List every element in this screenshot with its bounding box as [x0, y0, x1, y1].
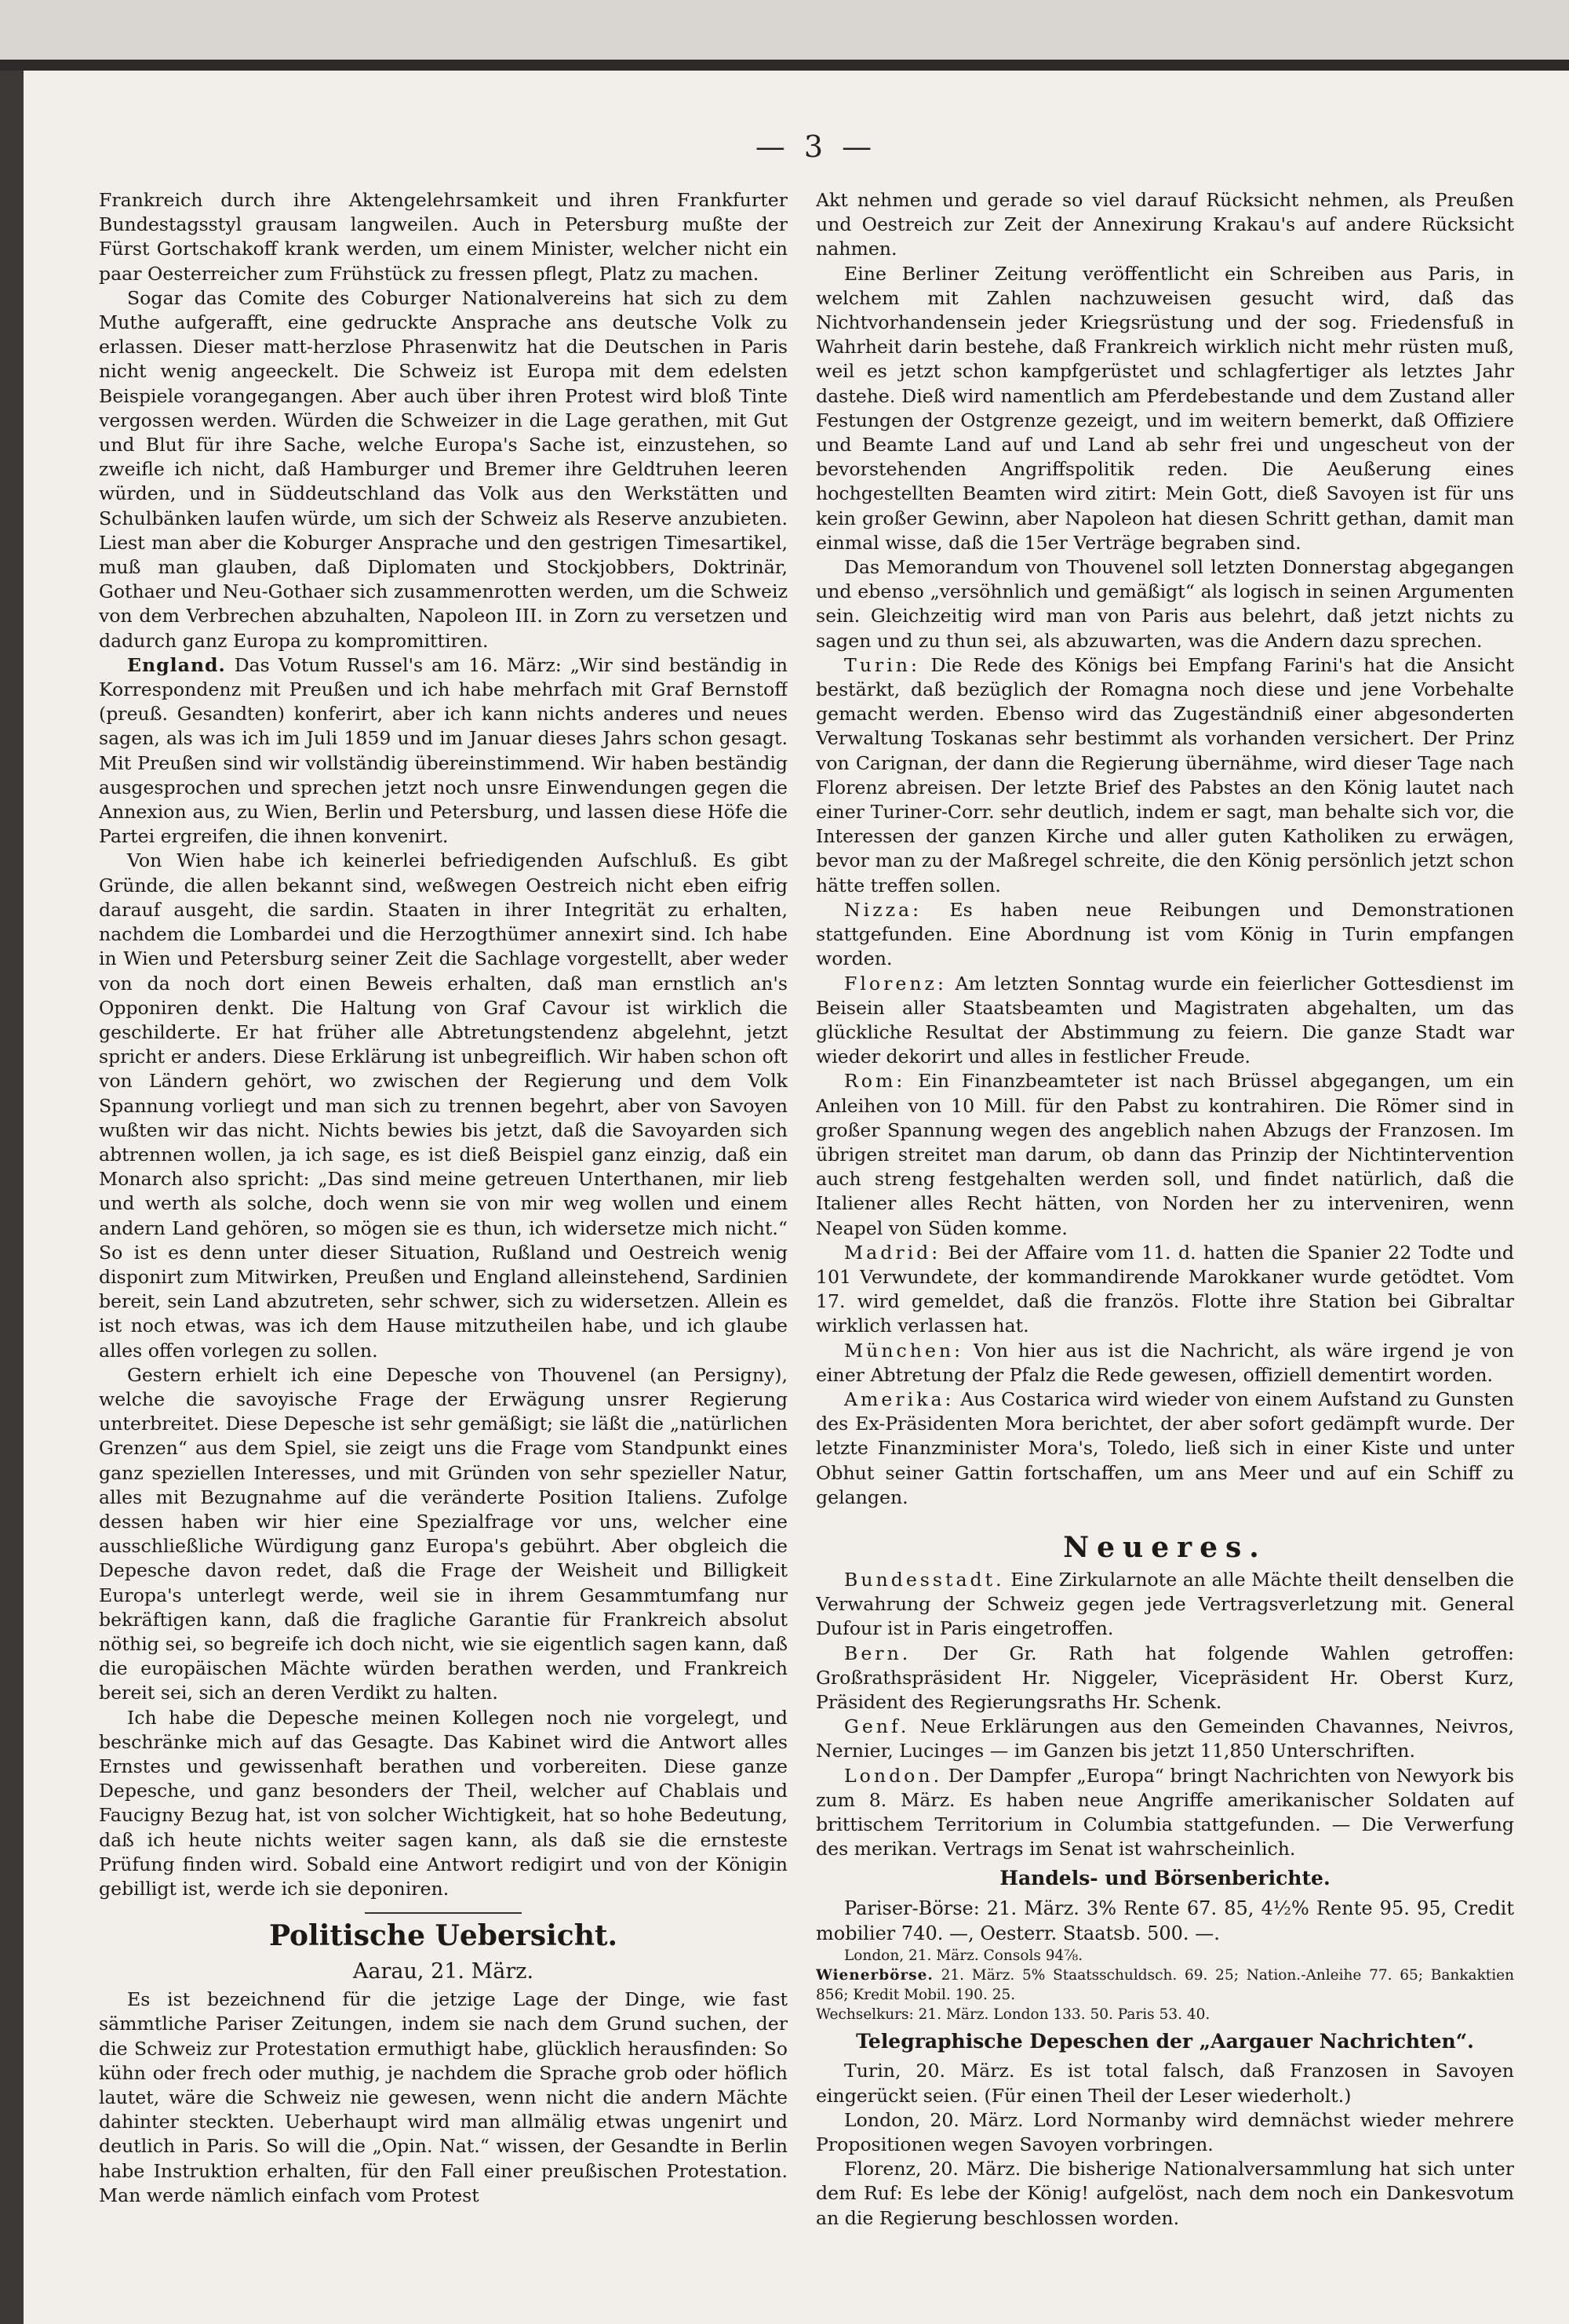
section-lead: England. [127, 653, 226, 676]
news-item-london [816, 1764, 1514, 1862]
paragraph-text: 21. März. 5% Staatsschuldsch. 69. 25; Nation.-Anleihe 77. 65; Bankaktien 856; Kredit Mobil. 190. 25. [816, 1967, 1514, 2004]
scan-top-bar [0, 60, 1569, 71]
place-lead: Nizza: [844, 898, 923, 921]
telegram-turin: Turin, 20. März. Es ist total falsch, daß Franzosen in Savoyen eingerückt seien. (Für einen Theil der Leser wiederholt.) [816, 2060, 1514, 2107]
article-paragraph: Es ist bezeichnend für die jetzige Lage der Dinge, wie fast sämmtliche Pariser Zeitungen, indem sie nach dem Grund suchen, der die Schweiz zur Protestation ermuthigt habe, glücklich herausfinden: So kühn oder frech oder muthig, je nachdem die Sprache grob oder höflich lautet, wäre die Schweiz nie gewesen, wenn nicht die andern Mächte dahinter steckten. Ueberhaupt wird man allmälig etwas ungenirt und deutlich in Paris. So will die „Opin. Nat.“ wissen, der Gesandte in Berlin habe Instruktion erhalten, für den Fall einer preußischen Protestation. Man werde nämlich einfach vom Protest [99, 1988, 788, 2206]
article-paragraph: Eine Berliner Zeitung veröffentlicht ein Schreiben aus Paris, in welchem mit Zahlen nachzuweisen gesucht wird, daß das Nichtvorhandensein jeder Kriegsrüstung und der sog. Friedensfuß in Wahrheit darin bestehe, daß Frankreich wirklich nicht mehr rüsten muß, weil es jetzt schon kampfgerüstet und schlagfertiger als letztes Jahr dastehe. Dieß wird namentlich am Pferdebestande und dem Zustand aller Festungen der Ostgrenze gezeigt, und im weitern bemerkt, daß Offiziere und Beamte Land auf und Land ab sehr frei und ungescheut von der bevorstehenden Angriffspolitik reden. Die Aeußerung eines hochgestellten Beamten wird zitirt: Mein Gott, dieß Savoyen ist für uns kein großer Gewinn, aber Napoleon hat diesen Schritt gethan, damit man einmal wisse, daß die 15er Verträge begraben sind. [816, 262, 1514, 554]
news-item-nizza [816, 898, 1514, 972]
paragraph-text: Ein Finanzbeamteter ist nach Brüssel abgegangen, um ein Anleihen von 10 Mill. für den Pabst zu kontrahiren. Die Römer sind in großer Spannung wegen des angeblich nahen Abzugs der Franzosen. Im übrigen streitet man darum, ob dann das Prinzip der Nichtintervention auch streng festgehalten werden soll, und findet natürlich, daß die Italiener alles Recht hätten, von Norden her zu interveniren, wenn Neapel von Süden komme. [816, 1070, 1514, 1239]
section-title: Politische Uebersicht. [268, 1919, 618, 1953]
boerse-london: London, 21. März. Consols 94⅞. [844, 1948, 1083, 1965]
place-lead: Madrid: [844, 1241, 941, 1264]
paragraph-text: Der Gr. Rath hat folgende Wahlen getroffen: Großrathspräsident Hr. Niggeler, Vicepräsident Hr. Oberst Kurz, Präsident des Regierungsraths Hr. Schenk. [816, 1642, 1514, 1713]
paragraph-text: Neue Erklärungen aus den Gemeinden Chavannes, Neivros, Nernier, Lucinges — im Ganzen bis jetzt 11,850 Unterschriften. [816, 1715, 1514, 1762]
article-paragraph-england [99, 653, 788, 849]
news-item-florenz [816, 972, 1514, 1070]
paragraph-text: Bei der Affaire vom 11. d. hatten die Spanier 22 Todte und 101 Verwundete, der kommandirende Marokkaner wurde getödtet. Vom 17. wird gemeldet, daß die französ. Flotte ihre Station bei Gibraltar wirklich verlassen hat. [816, 1241, 1514, 1337]
article-paragraph: Akt nehmen und gerade so viel darauf Rücksicht nehmen, als Preußen und Oestreich zur Zeit der Annexirung Krakau's auf andere Rücksicht nahmen. [816, 189, 1514, 260]
page-number: — 3 — [755, 129, 877, 164]
right-column [816, 188, 1514, 2290]
paragraph-text: Es haben neue Reibungen und Demonstrationen stattgefunden. Eine Abordnung ist vom König in Turin empfangen worden. [816, 898, 1514, 970]
article-paragraph: Gestern erhielt ich eine Depesche von Thouvenel (an Persigny), welche die savoyische Frage der Erwägung unsrer Regierung unterbreitet. Diese Depesche ist sehr gemäßigt; sie läßt die „natürlichen Grenzen“ aus dem Spiel, sie zeigt uns die Frage vom Standpunkt eines ganz speziellen Interesses, und mit Gründen von sehr spezieller Natur, alles mit Bezugnahme auf die veränderte Position Italiens. Zufolge dessen haben wir hier eine Spezialfrage vor uns, welcher eine ausschließliche Würdigung ganz Europa's gebührt. Aber obgleich die Depesche davon redet, daß die Frage der Weisheit und Billigkeit Europa's unterlegt werde, weil sie in ihrem Gesammtumfang nur bekräftigen kann, daß die fragliche Garantie für Frankreich absolut nöthig sei, so begreife ich doch nicht, wie sie eigentlich sagen kann, daß die europäischen Mächte würden berathen werden, und Frankreich bereit sei, sich an deren Verdikt zu halten. [99, 1363, 788, 1704]
news-item-amerika [816, 1387, 1514, 1510]
paragraph-text: Aus Costarica wird wieder von einem Aufstand zu Gunsten des Ex-Präsidenten Mora berichtet, der aber sofort gedämpft wurde. Der letzte Finanzminister Mora's, Toledo, ließ sich in einer Kiste und unter Obhut seiner Gattin fortschaffen, um ans Meer und auf ein Schiff zu gelangen. [816, 1387, 1514, 1508]
place-lead: Turin: [844, 653, 920, 676]
news-item-bern [816, 1642, 1514, 1715]
place-lead: Genf. [844, 1715, 910, 1738]
article-paragraph: Ich habe die Depesche meinen Kollegen noch nie vorgelegt, und beschränke mich auf das Gesagte. Das Kabinet wird die Antwort alles Ernstes und gewissenhaft berathen und vorbereiten. Diese ganze Depesche, und ganz besonders der Theil, welcher auf Chablais und Faucigny Bezug hat, ist von solcher Wichtigkeit, hat so hohe Bedeutung, daß ich heute nichts weiter sagen kann, als daß sie die ernsteste Prüfung finden wird. Sobald eine Antwort redigirt und von der Königin gebilligt ist, werde ich sie deponiren. [99, 1706, 788, 1900]
boerse-paris: Pariser-Börse: 21. März. 3% Rente 67. 85, 4½% Rente 95. 95, Credit mobilier 740. —, Oesterr. Staatsb. 500. —. [816, 1897, 1514, 1945]
place-lead: Florenz: [844, 972, 947, 995]
news-item-madrid [816, 1241, 1514, 1339]
section-divider [365, 1912, 522, 1914]
place-lead: London. [844, 1764, 943, 1787]
place-lead: München: [844, 1339, 964, 1362]
boerse-wien [816, 1966, 1514, 2005]
newspaper-page [24, 71, 1569, 2324]
place-lead: Wienerbörse. [816, 1967, 934, 1984]
article-paragraph: Das Memorandum von Thouvenel soll letzten Donnerstag abgegangen und ebenso „versöhnlich und gemäßigt“ als logisch in seinen Argumenten sein. Gleichzeitig wird man von Paris aus belehrt, daß jetzt nichts zu sagen und zu thun sei, als abzuwarten, was die Andern dazu sprechen. [816, 556, 1514, 652]
dateline: Aarau, 21. März. [352, 1959, 534, 1984]
boerse-wechselkurs: Wechselkurs: 21. März. London 133. 50. Paris 53. 40. [816, 2006, 1210, 2024]
telegram-florenz: Florenz, 20. März. Die bisherige Nationalversammlung hat sich unter dem Ruf: Es lebe der König! aufgelöst, nach dem noch ein Dankesvotum an die Regierung beschlossen worden. [816, 2158, 1514, 2229]
article-paragraph: Frankreich durch ihre Aktengelehrsamkeit und ihren Frankfurter Bundestagsstyl grausam langweilen. Auch in Petersburg mußte der Fürst Gortschakoff krank werden, um einem Minister, welcher nicht ein paar Oesterreicher zum Frühstück zu fressen pflegt, Platz zu machen. [99, 189, 788, 285]
paragraph-text: Von hier aus ist die Nachricht, als wäre irgend je von einer Abtretung der Pfalz die Rede gewesen, offiziell dementirt worden. [816, 1339, 1514, 1386]
telegram-london: London, 20. März. Lord Normanby wird demnächst wieder mehrere Propositionen wegen Savoyen vorbringen. [816, 2108, 1514, 2156]
telegram-title: Telegraphische Depeschen der „Aargauer Nachrichten“. [856, 2030, 1474, 2053]
news-item-muenchen [816, 1339, 1514, 1387]
paragraph-text: Das Votum Russel's am 16. März: „Wir sind beständig in Korrespondenz mit Preußen und ich habe mehrfach mit Graf Bernstoff (preuß. Gesandten) konferirt, aber ich kann nichts anderes und neues sagen, als was ich im Juli 1859 und im Januar dieses Jahrs schon gesagt. Mit Preußen sind wir vollständig übereinstimmend. Wir haben beständig ausgesprochen und sprechen jetzt noch unsre Einwendungen gegen die Annexion aus, zu Wien, Berlin und Petersburg, und lassen diese Höfe die Partei ergreifen, die ihnen konvenirt. [99, 653, 788, 848]
paragraph-text: Die Rede des Königs bei Empfang Farini's hat die Ansicht bestärkt, daß bezüglich der Romagna noch diese und jene Vorbehalte gemacht werden. Ebenso wird das Zugeständniß einer abgesonderten Verwaltung Toskanas sehr bestimmt als vorhanden versichert. Der Prinz von Carignan, der dann die Regierung übernähme, wird dieser Tage nach Florenz abreisen. Der letzte Brief des Pabstes an den König lautet nach einer Turiner-Corr. sehr deutlich, indem er sagt, man behalte sich vor, die Interessen der ganzen Kirche und aller guten Katholiken zu erwägen, bevor man zu der Maßregel schreite, die den König persönlich jetzt schon hätte treffen sollen. [816, 653, 1514, 897]
news-item-bundesstadt [816, 1568, 1514, 1642]
article-paragraph: Von Wien habe ich keinerlei befriedigenden Aufschluß. Es gibt Gründe, die allen bekannt sind, weßwegen Oestreich nicht eben eifrig darauf ausgeht, die sardin. Staaten in ihrer Integrität zu erhalten, nachdem die Lombardei und die Herzogthümer annexirt sind. Ich habe in Wien und Petersburg seiner Zeit die Sachlage vorgestellt, aber weder von da noch dort einen Beweis erhalten, daß man ernstlich an's Opponiren denkt. Die Haltung von Graf Cavour ist wirklich die geschilderte. Er hat früher alle Abtretungstendenz abgelehnt, jetzt spricht er anders. Diese Erklärung ist unbegreiflich. Wir haben schon oft von Ländern gehört, wo zwischen der Regierung und dem Volk Spannung vorliegt und man sich zu trennen begehrt, aber von Savoyen wußten wir das nicht. Nichts bewies bis jetzt, daß die Savoyarden sich abtrennen wollen, ja ich sage, es ist dieß Beispiel ganz einzig, daß ein Monarch also spricht: „Das sind meine getreuen Unterthanen, mir lieb und werth als solche, doch wenn sie von mir weg wollen und einem andern Land gehören, so mögen sie es thun, ich widersetze mich nicht.“ So ist es denn unter dieser Situation, Rußland und Oestreich wenig disponirt zum Mitwirken, Preußen und England alleinstehend, Sardinien bereit, sein Land abzutreten, sehr schwer, sich zu widersetzen. Allein es ist noch etwas, was ich dem Hause mitzutheilen habe, und ich glaube alles offen vorlegen zu sollen. [99, 849, 788, 1362]
paragraph-text: Der Dampfer „Europa“ bringt Nachrichten von Newyork bis zum 8. März. Es haben neue Angriffe amerikanischer Soldaten auf brittischem Territorium in Columbia stattgefunden. — Die Verwerfung des merikan. Vertrags im Senat ist wahrscheinlich. [816, 1764, 1514, 1860]
boerse-block [816, 1896, 1514, 2024]
paragraph-text: Am letzten Sonntag wurde ein feierlicher Gottesdienst im Beisein aller Staatsbeamten und Magistraten abgehalten, um das glückliche Resultat der Abstimmung zu feiern. Die ganze Stadt war wieder dekorirt und alles in festlicher Freude. [816, 972, 1514, 1068]
news-item-genf [816, 1715, 1514, 1763]
article-paragraph: Sogar das Comite des Coburger Nationalvereins hat sich zu dem Muthe aufgerafft, eine gedruckte Ansprache ans deutsche Volk zu erlassen. Dieser matt-herzlose Phrasenwitz hat die Deutschen in Paris nicht wenig angeeckelt. Die Schweiz ist Europa mit dem edelsten Beispiele vorangegangen. Aber auch über ihren Protest wird bloß Tinte vergossen werden. Würden die Schweizer in die Lage gerathen, mit Gut und Blut für ihre Sache, welche Europa's Sache ist, einzustehen, so zweifle ich nicht, daß Hamburger und Bremer ihre Geldtruhen leeren würden, und in Süddeutschland das Volk aus den Werkstätten und Schulbänken laufen würde, um sich der Schweiz als Reserve anzubieten. Liest man aber die Koburger Ansprache und den gestrigen Timesartikel, muß man glauben, daß Diplomaten und Stockjobbers, Doktrinär, Gothaer und Neu-Gothaer sich zusammenrotten werden, um die Schweiz von dem Verbrechen abzuhalten, Napoleon III. in Zorn zu versetzen und dadurch ganz Europa zu kompromittiren. [99, 286, 788, 652]
news-item-rom [816, 1069, 1514, 1240]
news-item-turin [816, 653, 1514, 898]
left-column [99, 188, 788, 2290]
place-lead: Bundesstadt. [844, 1568, 1005, 1591]
paragraph-text: Eine Zirkularnote an alle Mächte theilt denselben die Verwahrung der Schweiz gegen jede Vertragsverletzung mit. General Dufour ist in Paris eingetroffen. [816, 1568, 1514, 1640]
place-lead: Amerika: [844, 1387, 955, 1410]
section-title-neueres: Neueres. [1063, 1530, 1267, 1564]
boerse-title: Handels- und Börsenberichte. [999, 1867, 1331, 1890]
place-lead: Rom: [844, 1070, 906, 1093]
scan-left-edge [0, 71, 24, 2324]
place-lead: Bern. [844, 1642, 912, 1664]
